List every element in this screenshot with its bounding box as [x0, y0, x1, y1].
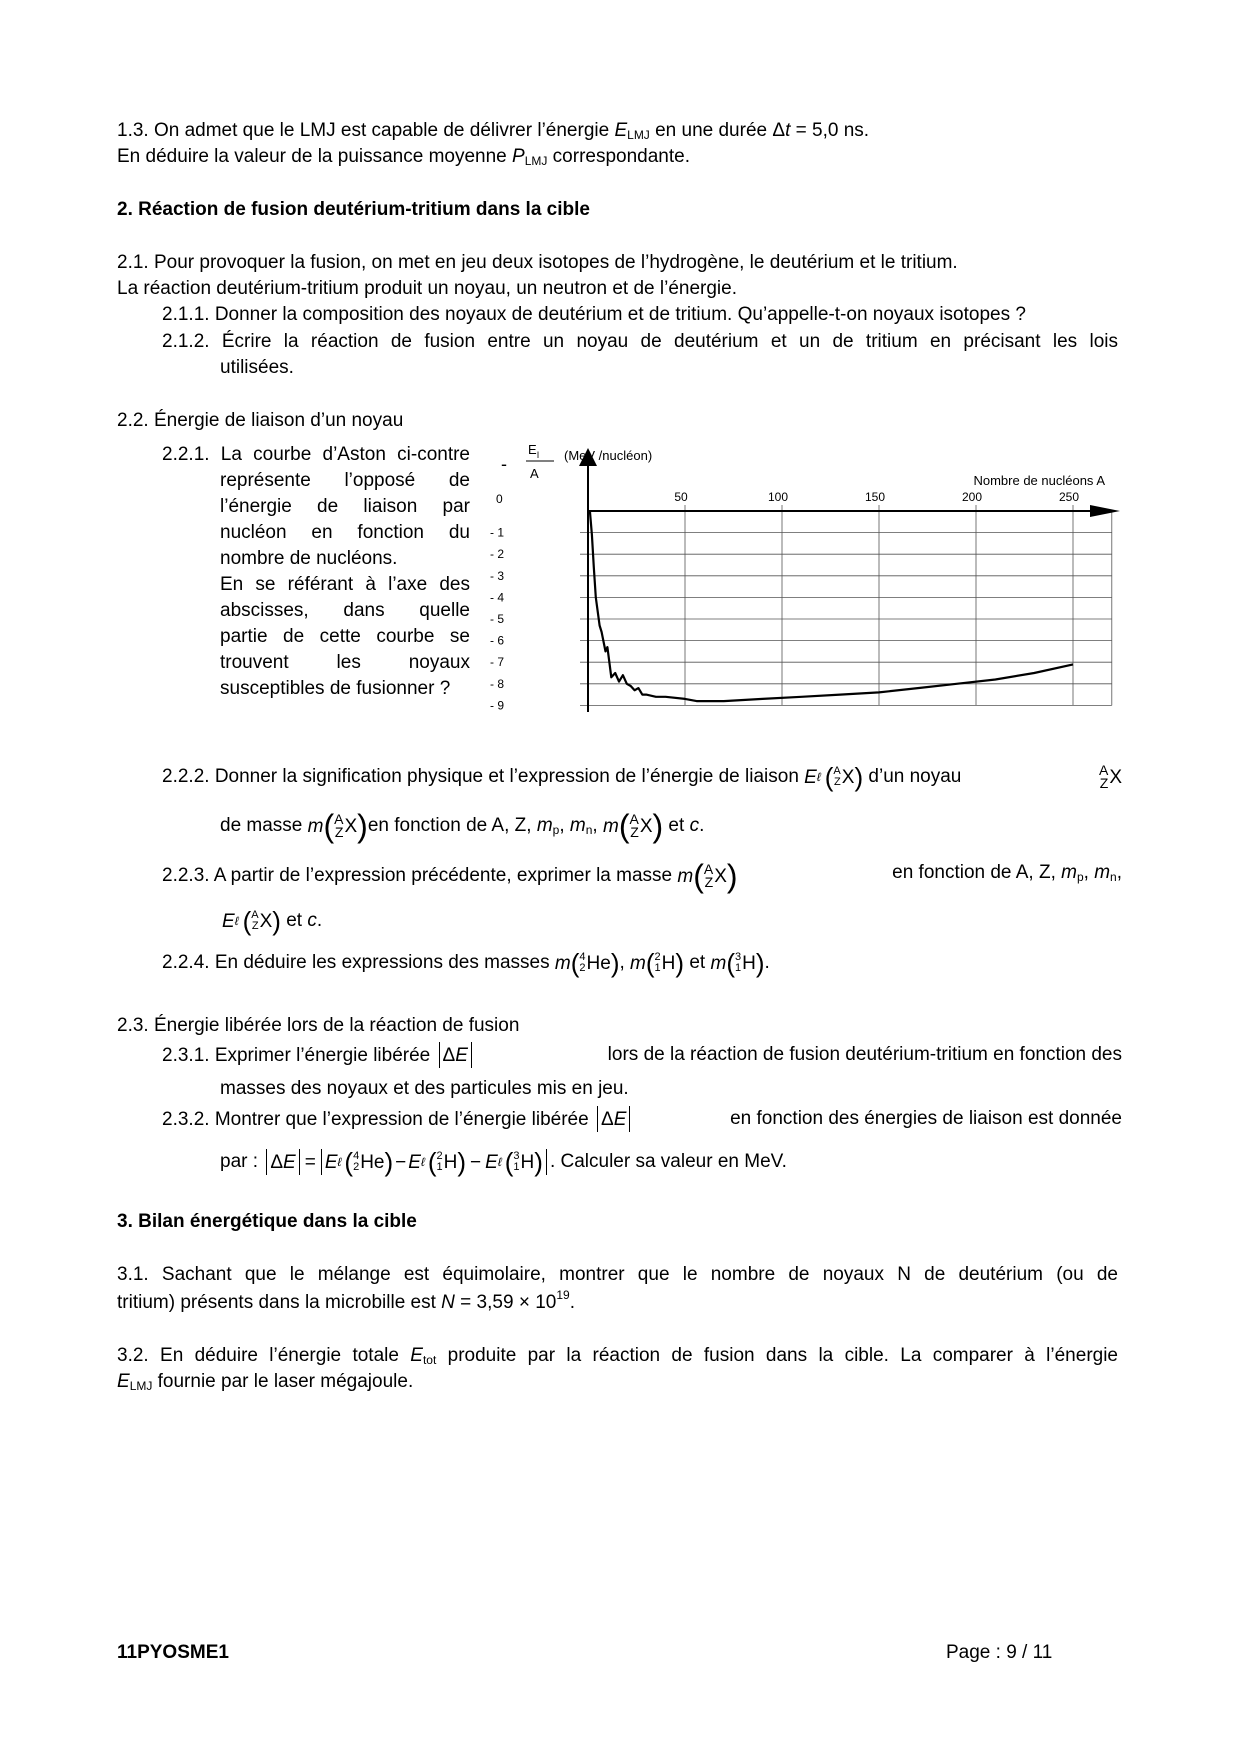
- q222-line1: 2.2.2. Donner la signification physique et l’expression de l’énergie de liaison E ℓ ( A Z X ) d’un noyau A Z X: [162, 762, 1122, 792]
- q21-line2: La réaction deutérium-tritium produit un noyau, un neutron et de l’énergie.: [117, 278, 737, 299]
- y-label-denominator: A: [530, 466, 539, 481]
- x-tick-label: 50: [674, 490, 688, 504]
- energy-symbol: E: [614, 120, 628, 141]
- mass-expr: m ( A Z X ): [602, 808, 664, 844]
- x-tick-label: 150: [864, 490, 886, 504]
- section-2-heading: 2. Réaction de fusion deutérium-tritium dans la cible: [117, 199, 590, 220]
- y-tick-label: - 7: [490, 655, 505, 670]
- y-tick-label: - 2: [490, 547, 505, 562]
- q212-line1: 2.1.2. Écrire la réaction de fusion entre un noyau de deutérium et un de tritium en précisant les lois: [162, 331, 1118, 352]
- mass-helium-4: m ( 4 2 He ): [554, 948, 620, 978]
- y-label-numerator-sub: l: [537, 450, 539, 460]
- mass-deuterium: m ( 2 1 H ): [630, 948, 685, 978]
- power-symbol: P: [512, 146, 525, 167]
- x-tick-label: 100: [767, 490, 789, 504]
- q221-line: En se référant à l’axe des: [220, 574, 470, 595]
- y-tick-label: - 5: [490, 612, 505, 626]
- y-unit-label: (MeV /nucléon): [564, 448, 653, 463]
- section-3-heading: 3. Bilan énergétique dans la cible: [117, 1211, 417, 1232]
- y-label-minus: -: [501, 454, 507, 474]
- q221-line: l’énergie de liaison par: [220, 496, 470, 517]
- x-tick-label: 250: [1058, 490, 1080, 504]
- binding-energy-expr: E ℓ ( A Z X ): [222, 906, 281, 936]
- y-tick-label: - 8: [490, 676, 505, 691]
- q221-line: 2.2.1. La courbe d’Aston ci-contre: [162, 444, 470, 465]
- q212-line2: utilisées.: [220, 357, 294, 378]
- q32-line2: $E_{LMJ}$ fournie par le laser mégajoule.: [117, 1371, 414, 1393]
- y-tick-label: - 4: [490, 590, 505, 605]
- mass-expr: m ( A Z X ): [677, 858, 738, 894]
- q223-line2: E ℓ ( A Z X ) et c.: [222, 906, 323, 936]
- x-axis-label: Nombre de nucléons A: [973, 473, 1105, 488]
- nucleus-AZX: A Z X: [1098, 762, 1122, 791]
- y-tick-label: - 3: [490, 568, 505, 583]
- y-tick-labels: [490, 492, 504, 712]
- q23-title: 2.3. Énergie libérée lors de la réaction de fusion: [117, 1015, 520, 1036]
- q231-line1: 2.3.1. Exprimer l’énergie libérée ΔE lors de la réaction de fusion deutérium-tritium en fonction des: [162, 1044, 1122, 1066]
- q232-line2: par : Δ E = E ℓ ( 4 2 He ) − E ℓ ( 2 1 H ) − E ℓ ( 3 1 H ) . Calculer sa valeur en MeV.: [220, 1147, 787, 1177]
- q221-line: représente l’opposé de: [220, 470, 470, 491]
- q221-line: trouvent les noyaux: [220, 652, 470, 673]
- q13-line2: En déduire la valeur de la puissance moyenne $P_{LMJ}$ correspondante.: [117, 146, 690, 168]
- q13-line1: 1.3. On admet que le LMJ est capable de délivrer l’énergie $E_{LMJ}$ en une durée Δt = 5,0 ns.: [117, 120, 870, 142]
- mass-expr: m ( A Z X ): [307, 808, 368, 844]
- q221-line: abscisses, dans quelle: [220, 600, 470, 621]
- q32-line1: 3.2. En déduire l’énergie totale $E_{tot}$ produite par la réaction de fusion dans la cible. La comparer à l’énergie: [117, 1345, 1119, 1367]
- q223-line1: 2.2.3. A partir de l’expression précédente, exprimer la masse m ( A Z X ) en fonction de A, Z, $m_p$, $m_n$,: [162, 858, 1122, 894]
- aston-curve-line: [590, 511, 1073, 701]
- y-tick-label: 0: [496, 492, 503, 506]
- y-tick-label: - 9: [490, 698, 505, 713]
- mass-tritium: m ( 3 1 H ): [710, 948, 765, 978]
- x-tick-labels: [674, 490, 1079, 504]
- x-axis-arrow: [1090, 505, 1120, 517]
- q21-line1: 2.1. Pour provoquer la fusion, on met en jeu deux isotopes de l’hydrogène, le deutérium et le tritium.: [117, 252, 958, 273]
- q221-line: susceptibles de fusionner ?: [220, 678, 451, 699]
- footer-page-number: Page : 9 / 11: [946, 1642, 1053, 1663]
- x-tick-label: 200: [961, 490, 983, 504]
- q211: 2.1.1. Donner la composition des noyaux de deutérium et de tritium. Qu’appelle-t-on noyaux isotopes ?: [162, 304, 1026, 325]
- y-tick-label: - 1: [490, 525, 505, 540]
- q221-line: nombre de nucléons.: [220, 548, 398, 569]
- y-label-numerator: E: [528, 442, 537, 457]
- footer-code: 11PYOSME1: [117, 1642, 229, 1663]
- aston-curve-chart: [490, 440, 1130, 720]
- q224: 2.2.4. En déduire les expressions des masses m ( 4 2 He ) , m ( 2 1 H ) et m ( 3 1 H ) .: [162, 948, 770, 978]
- chart-grid: [580, 505, 1112, 705]
- q221-line: nucléon en fonction du: [220, 522, 470, 543]
- q31-line1: 3.1. Sachant que le mélange est équimolaire, montrer que le nombre de noyaux N de deutérium (ou de: [117, 1264, 1118, 1285]
- q222-line2: de masse m ( A Z X ) en fonction de A, Z, $m_p$, $m_n$, m ( A Z X ) et c.: [220, 808, 705, 844]
- binding-energy-expr: E ℓ ( A Z X ): [804, 762, 864, 792]
- energy-balance-formula: Δ E = E ℓ ( 4 2 He ) − E ℓ ( 2 1 H ) − E ℓ ( 3 1 H ): [263, 1149, 550, 1175]
- q231-line2: masses des noyaux et des particules mis en jeu.: [220, 1078, 629, 1099]
- y-tick-label: - 6: [490, 633, 505, 648]
- q31-line2: tritium) présents dans la microbille est $N = 3,59 \times 10^{19}$.: [117, 1288, 575, 1313]
- q221-line: partie de cette courbe se: [220, 626, 470, 647]
- q232-line1: 2.3.2. Montrer que l’expression de l’énergie libérée ΔE en fonction des énergies de liaison est donnée: [162, 1108, 1122, 1130]
- q22-title: 2.2. Énergie de liaison d’un noyau: [117, 410, 404, 431]
